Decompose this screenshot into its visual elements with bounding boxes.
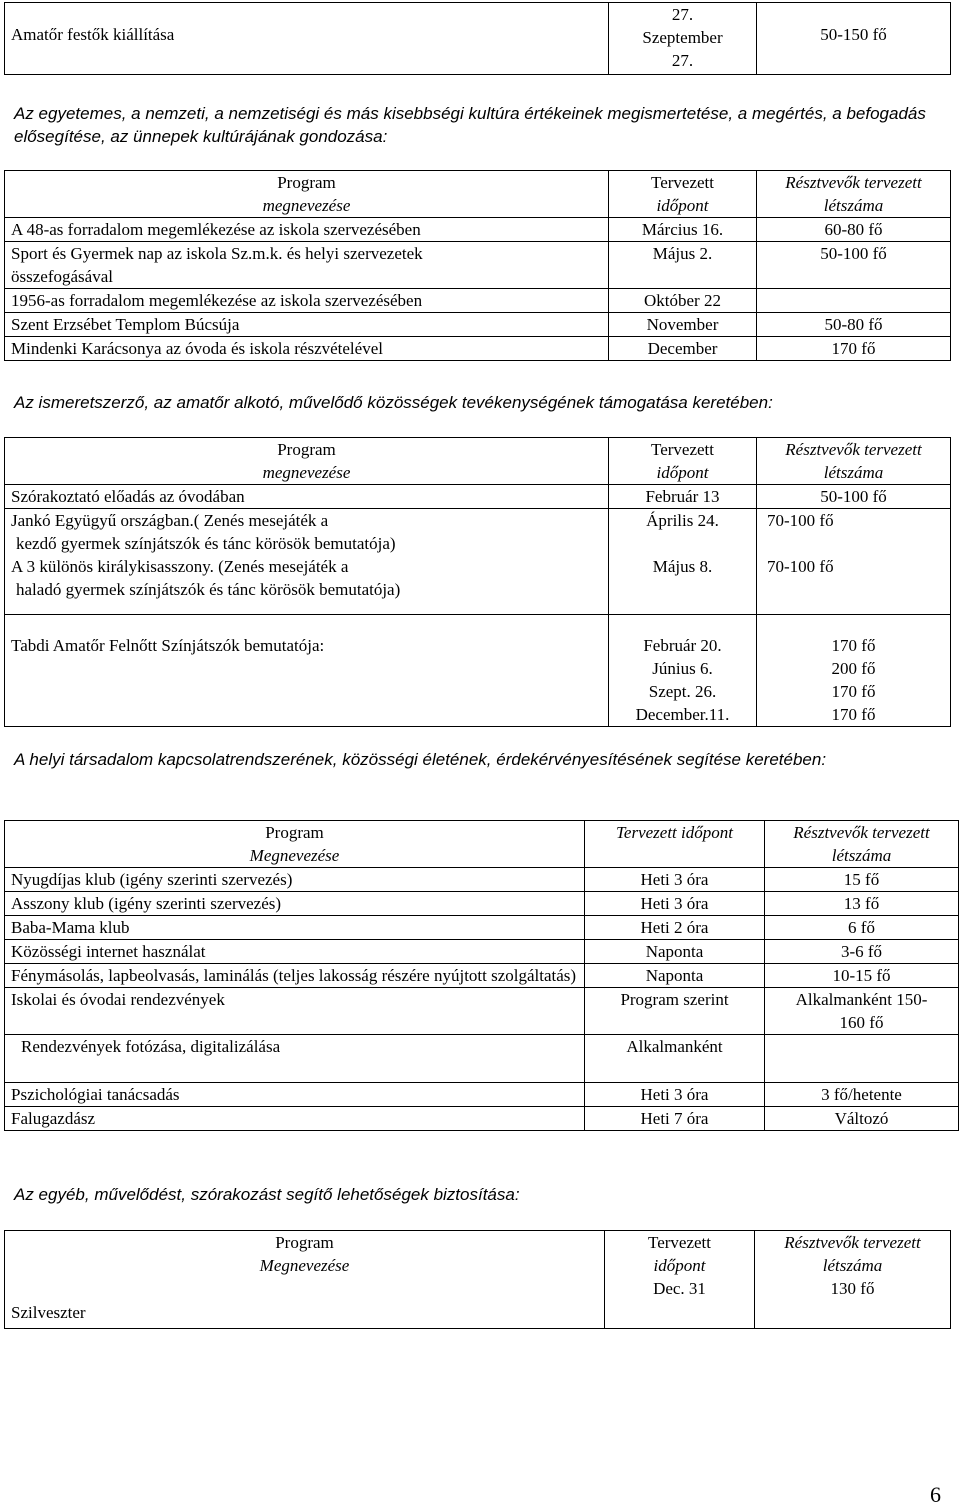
cell-date: Április 24. [646,511,719,530]
cell-participants: 15 fő [765,868,959,892]
section4-heading: Az egyéb, művelődést, szórakozást segítő lehetőségek biztosítása: [14,1185,520,1204]
cell-participants: Alkalmanként 150-160 fő [765,988,959,1035]
cell-date: Naponta [585,964,765,988]
cell-participants: 170 fő [831,682,876,701]
table-header-row [5,438,951,485]
cell-program: Jankó Együgyű országban.( Zenés mesejáték a [11,511,329,530]
header-participants: Résztvevők tervezett [784,1233,921,1252]
cell-participants: 70-100 fő [767,557,834,576]
header-participants: Résztvevők tervezett [785,440,922,459]
cell-program: Iskolai és óvodai rendezvények [5,988,585,1035]
table-row [5,1231,951,1329]
header-program: Program [275,1233,334,1252]
cell-date: Heti 2 óra [585,916,765,940]
cell-date: Március 16. [609,218,757,242]
header-program-sub: megnevezése [262,196,351,215]
header-program: Program [277,173,336,192]
cell-participants: 60-80 fő [757,218,951,242]
cell-program: Rendezvények fotózása, digitalizálása [5,1035,585,1083]
cell-date: Heti 7 óra [585,1107,765,1131]
cell-program: Asszony klub (igény szerinti szervezés) [5,892,585,916]
section1-table [4,170,951,361]
header-date-sub: időpont [656,196,709,215]
cell-date: Június 6. [652,659,713,678]
table-row [5,485,951,509]
cell-program: Szórakoztató előadás az óvodában [5,485,609,509]
table-row [5,892,959,916]
table-row [5,242,951,289]
cell-date: Február 20. [643,636,722,655]
cell-date: Naponta [585,940,765,964]
cell-participants: 170 fő [757,337,951,361]
header-participants-sub: létszáma [831,846,892,865]
header-program: Program [277,440,336,459]
header-participants-sub: létszáma [823,196,884,215]
table-row [5,337,951,361]
header-program: Program [265,823,324,842]
cell-participants: 200 fő [831,659,876,678]
table-header-row [5,171,951,218]
cell-participants: 6 fő [765,916,959,940]
header-date: Tervezett [651,440,714,459]
cell-participants: Változó [765,1107,959,1131]
cell-program: 1956-as forradalom megemlékezése az iskola szervezésében [5,289,609,313]
table-row [5,218,951,242]
cell-date: Május 2. [609,242,757,289]
cell-participants: 13 fő [765,892,959,916]
cell-participants: 130 fő [830,1279,875,1298]
cell-program: A 48-as forradalom megemlékezése az iskola szervezésében [5,218,609,242]
header-participants-sub: létszáma [823,463,884,482]
section4-table [4,1230,951,1329]
cell-program: Fénymásolás, lapbeolvasás, laminálás (teljes lakosság részére nyújtott szolgáltatás) [5,964,585,988]
page-number: 6 [930,1482,941,1507]
table-row [5,1083,959,1107]
table-row [5,940,959,964]
cell-date: December [609,337,757,361]
table-row [5,289,951,313]
cell-date: Szept. 26. [648,682,717,701]
table-header-row [5,821,959,868]
cell-date: Dec. 31 [653,1279,706,1298]
cell-date: Október 22 [609,289,757,313]
cell-participants [765,1035,959,1083]
table-row [5,313,951,337]
header-date-sub: időpont [656,463,709,482]
table-row [5,509,951,615]
section3-table [4,820,959,1131]
header-participants: Résztvevők tervezett [793,823,930,842]
cell-participants: 50-100 fő [757,242,951,289]
cell-date: Heti 3 óra [585,868,765,892]
cell-program: Pszichológiai tanácsadás [5,1083,585,1107]
cell-date: Program szerint [585,988,765,1035]
header-date: Tervezett időpont [616,823,733,842]
section2-table [4,437,951,727]
cell-participants: 70-100 fő [767,511,834,530]
top-date-line: Szeptember [642,28,723,47]
section2-heading: Az ismeretszerző, az amatőr alkotó, művelődő közösségek tevékenységének támogatása keretében: [14,393,773,412]
cell-participants: 170 fő [831,636,876,655]
cell-program-cont: kezdő gyermek színjátszók és tánc körösök bemutatója) [16,534,396,553]
table-row [5,868,959,892]
cell-participants: 50-80 fő [757,313,951,337]
cell-participants [757,289,951,313]
cell-date: Heti 3 óra [585,1083,765,1107]
cell-participants: 3-6 fő [765,940,959,964]
cell-date: Heti 3 óra [585,892,765,916]
header-program-sub: Megnevezése [259,1256,350,1275]
header-date: Tervezett [651,173,714,192]
top-table [4,2,951,75]
cell-program: Tabdi Amatőr Felnőtt Színjátszók bemutatója: [11,636,325,655]
cell-program: Mindenki Karácsonya az óvoda és iskola részvételével [5,337,609,361]
cell-program-cont: haladó gyermek színjátszók és tánc körösök bemutatója) [16,580,401,599]
section1-heading: Az egyetemes, a nemzeti, a nemzetiségi és más kisebbségi kultúra értékeinek megismertetése, a megértés, a befogadás elősegítése, az ünnepek kultúrájának gondozása: [14,104,926,146]
section3-heading: A helyi társadalom kapcsolatrendszerének, közösségi életének, érdekérvényesítésének segítése keretében: [14,750,827,769]
header-date: Tervezett [648,1233,711,1252]
cell-date: Február 13 [609,485,757,509]
table-row [5,615,951,727]
cell-program: Nyugdíjas klub (igény szerinti szervezés) [5,868,585,892]
cell-program: Sport és Gyermek nap az iskola Sz.m.k. és helyi szervezetek összefogásával [5,242,609,289]
header-date-sub: időpont [653,1256,706,1275]
cell-participants: 170 fő [831,705,876,724]
cell-program: Közösségi internet használat [5,940,585,964]
cell-program: Baba-Mama klub [5,916,585,940]
cell-program: Falugazdász [5,1107,585,1131]
cell-participants: 50-100 fő [757,485,951,509]
top-program: Amatőr festők kiállítása [11,25,175,44]
cell-date: Alkalmanként [585,1035,765,1083]
cell-program: Szilveszter [11,1303,86,1322]
cell-date: November [609,313,757,337]
cell-program: Szent Erzsébet Templom Búcsúja [5,313,609,337]
header-program-sub: Megnevezése [249,846,340,865]
top-date-line: 27. [671,51,694,70]
header-program-sub: megnevezése [262,463,351,482]
top-date-line: 27. [671,5,694,24]
table-row [5,1035,959,1083]
cell-participants: 10-15 fő [765,964,959,988]
table-row [5,1107,959,1131]
cell-participants: 3 fő/hetente [765,1083,959,1107]
table-row [5,3,951,75]
top-participants: 50-150 fő [820,25,887,44]
table-row [5,988,959,1035]
table-row [5,916,959,940]
cell-date: Május 8. [652,557,713,576]
cell-date: December.11. [635,705,730,724]
header-participants-sub: létszáma [822,1256,883,1275]
table-row [5,964,959,988]
header-participants: Résztvevők tervezett [785,173,922,192]
cell-program: A 3 különös királykisasszony. (Zenés mesejáték a [11,557,349,576]
